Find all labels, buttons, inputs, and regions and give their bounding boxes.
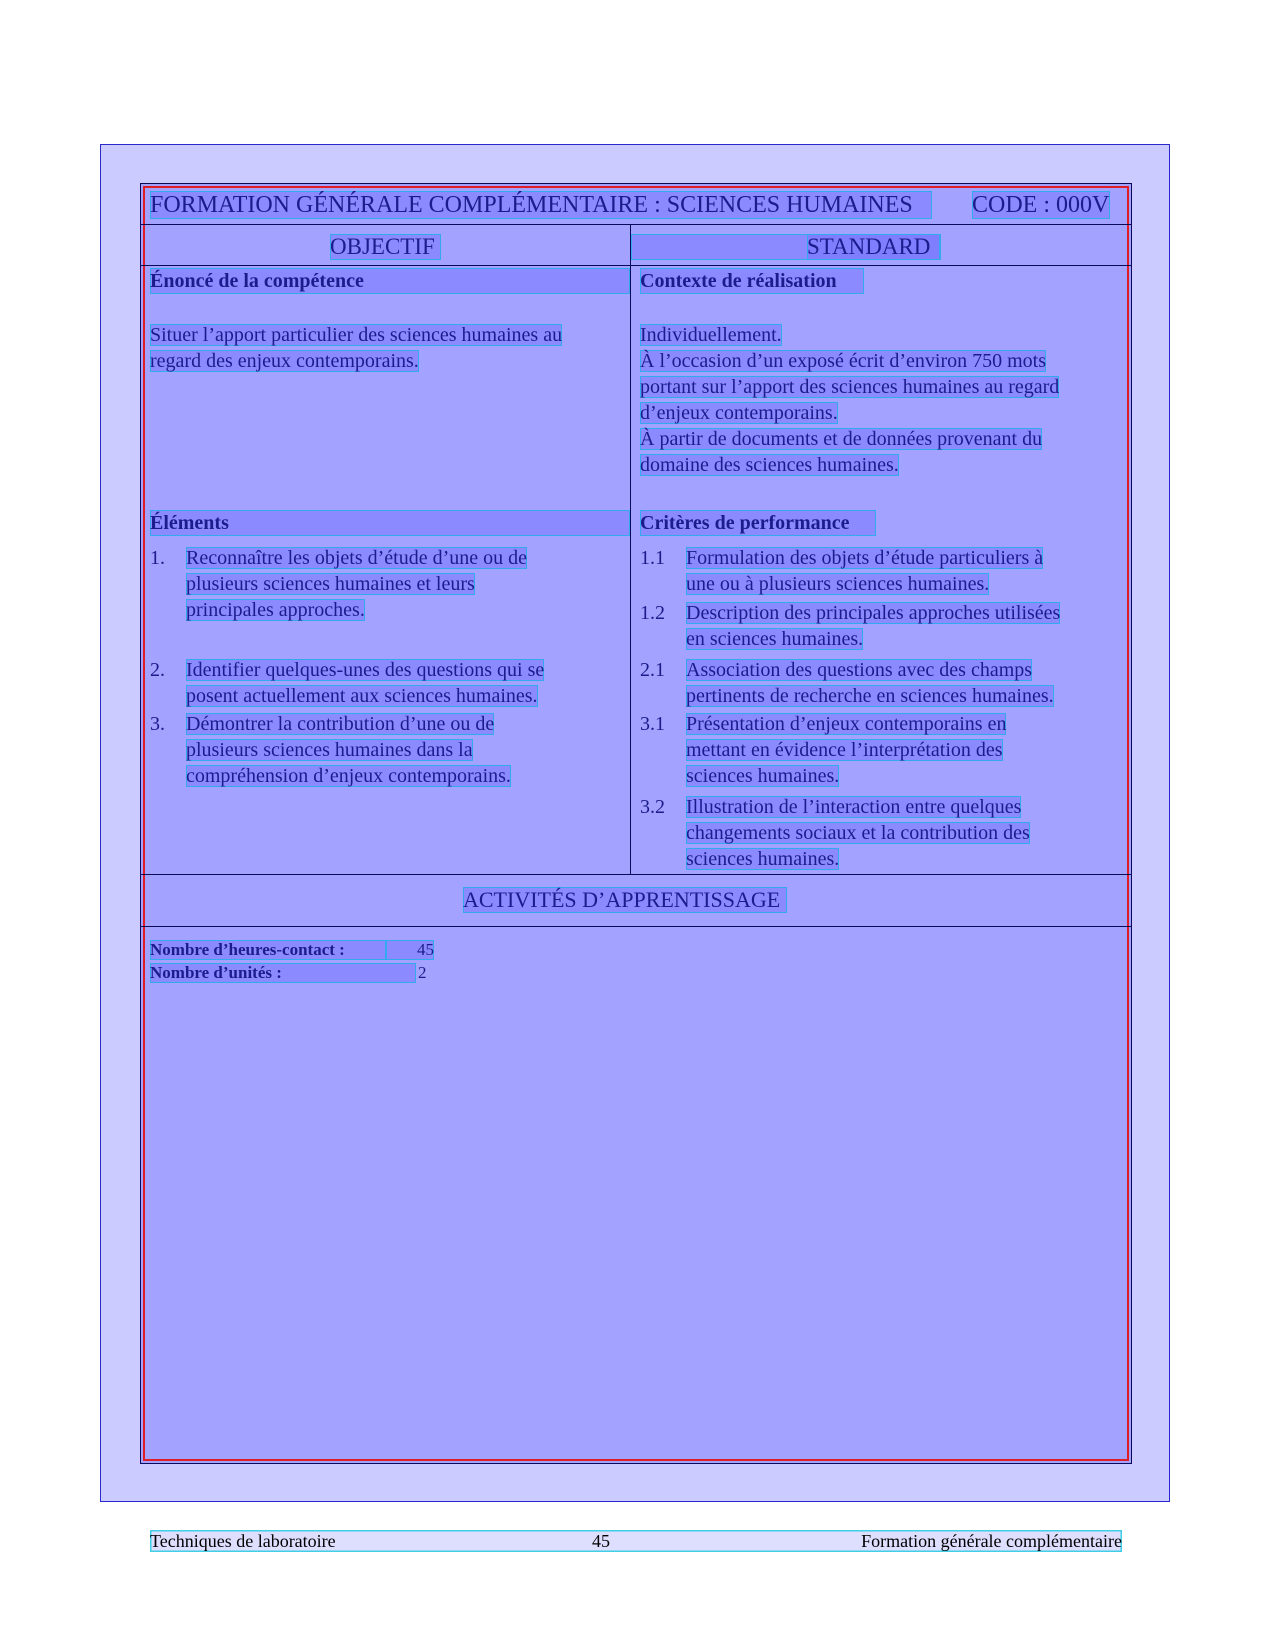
critere-line: Association des questions avec des champs [686,659,1033,681]
contexte-line: domaine des sciences humaines. [640,454,899,476]
critere-item [686,794,1030,872]
activities-bottom-divider [140,926,1132,927]
heures-label: Nombre d’heures-contact : [150,940,386,960]
activities-heading: ACTIVITÉS D’APPRENTISSAGE [463,887,787,913]
enonce-line: regard des enjeux contemporains. [150,350,419,372]
critere-line: sciences humaines. [686,765,840,787]
program-title: FORMATION GÉNÉRALE COMPLÉMENTAIRE : SCIENCES HUMAINES [150,191,932,219]
element-line: plusieurs sciences humaines dans la [186,739,473,761]
column-divider [630,224,631,874]
contexte-line: portant sur l’apport des sciences humaines au regard [640,376,1060,398]
footer-right: Formation générale complémentaire [861,1531,1122,1551]
criteres-heading: Critères de performance [640,510,876,536]
header-divider [140,224,1132,225]
unites-value: 2 [418,963,427,982]
element-item [186,657,544,709]
contexte-text [640,322,1059,478]
critere-line: en sciences humaines. [686,628,864,650]
contexte-line: Individuellement. [640,324,782,346]
contexte-line: d’enjeux contemporains. [640,402,838,424]
critere-line: mettant en évidence l’interprétation des [686,739,1003,761]
critere-line: pertinents de recherche en sciences humaines. [686,685,1054,707]
element-item [186,545,527,623]
element-line: compréhension d’enjeux contemporains. [186,765,511,787]
critere-number: 3.1 [640,713,665,735]
element-line: Identifier quelques-unes des questions qui se [186,659,545,681]
critere-number: 3.2 [640,796,665,818]
enonce-line: Situer l’apport particulier des sciences humaines au [150,324,563,346]
critere-item [686,545,1043,597]
page-footer [150,1530,1122,1552]
element-number: 3. [150,713,165,735]
element-line: posent actuellement aux sciences humaines. [186,685,538,707]
contexte-heading: Contexte de réalisation [640,268,864,294]
critere-line: une ou à plusieurs sciences humaines. [686,573,990,595]
enonce-heading: Énoncé de la compétence [150,268,630,294]
critere-number: 1.2 [640,602,665,624]
elements-heading: Éléments [150,510,630,536]
critere-line: Description des principales approches utilisées [686,602,1061,624]
element-line: plusieurs sciences humaines et leurs [186,573,475,595]
element-item [186,711,511,789]
footer-left: Techniques de laboratoire [150,1531,336,1551]
critere-line: Formulation des objets d’étude particuliers à [686,547,1044,569]
critere-line: sciences humaines. [686,848,840,870]
element-number: 1. [150,547,165,569]
unites-label: Nombre d’unités : [150,963,416,983]
page-number: 45 [592,1531,610,1551]
critere-number: 2.1 [640,659,665,681]
program-code: CODE : 000V [972,192,1110,218]
critere-item [686,711,1006,789]
objectif-heading: OBJECTIF [330,234,441,260]
critere-item [686,657,1054,709]
critere-number: 1.1 [640,547,665,569]
column-header-divider [140,265,1132,266]
element-line: Démontrer la contribution d’une ou de [186,713,495,735]
element-number: 2. [150,659,165,681]
heures-value: 45 [386,940,434,960]
critere-item [686,600,1060,652]
contexte-line: À partir de documents et de données provenant du [640,428,1043,450]
critere-line: Présentation d’enjeux contemporains en [686,713,1007,735]
contexte-line: À l’occasion d’un exposé écrit d’environ 750 mots [640,350,1047,372]
enonce-text [150,322,562,374]
activities-top-divider [140,874,1132,875]
critere-line: changements sociaux et la contribution des [686,822,1030,844]
element-line: Reconnaître les objets d’étude d’une ou de [186,547,527,569]
element-line: principales approches. [186,599,365,621]
critere-line: Illustration de l’interaction entre quelques [686,796,1022,818]
standard-heading: STANDARD [807,234,940,260]
